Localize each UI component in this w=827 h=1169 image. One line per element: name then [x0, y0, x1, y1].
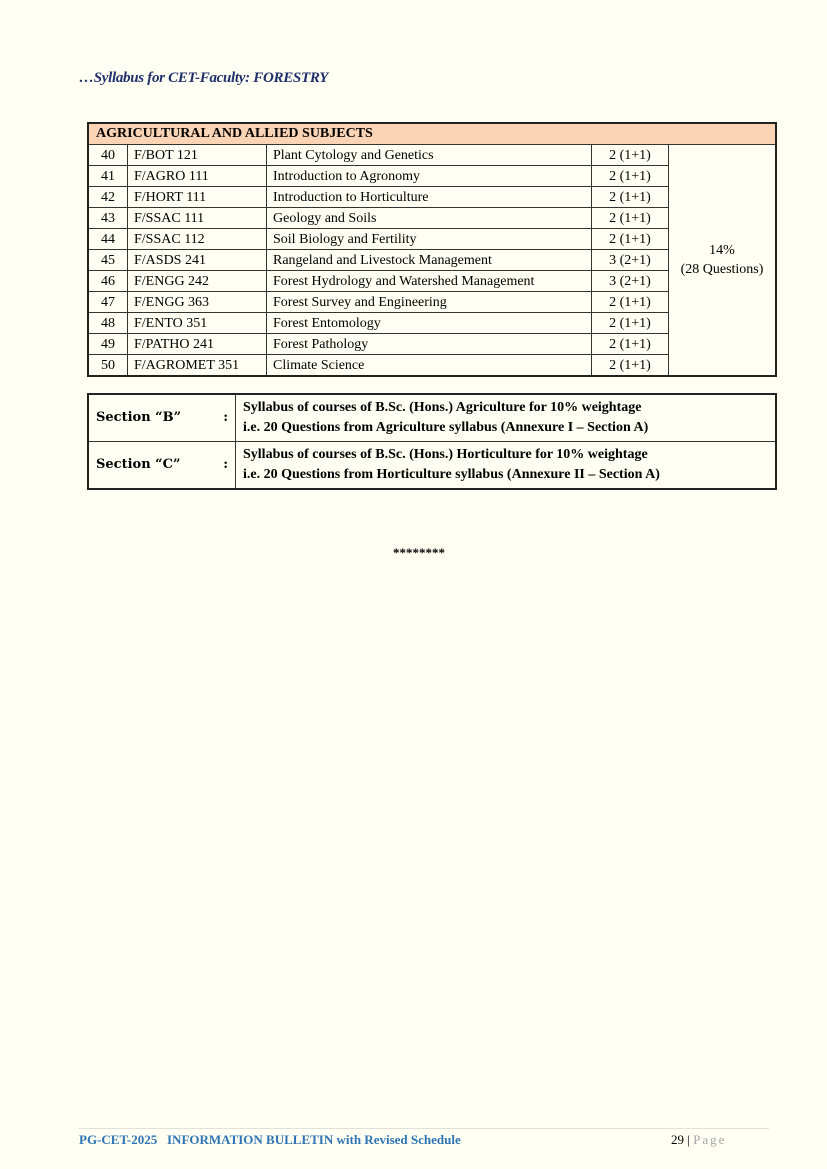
course-title: Forest Hydrology and Watershed Management	[267, 271, 592, 292]
row-no: 41	[88, 166, 128, 187]
table-row	[88, 145, 776, 166]
course-title: Plant Cytology and Genetics	[267, 145, 592, 166]
colon: :	[223, 410, 228, 425]
course-title: Introduction to Horticulture	[267, 187, 592, 208]
course-code: F/AGRO 111	[128, 166, 267, 187]
credits: 2 (1+1)	[592, 229, 669, 250]
section-name: Section “B”	[96, 410, 182, 425]
credits: 2 (1+1)	[592, 145, 669, 166]
course-code: F/ASDS 241	[128, 250, 267, 271]
course-code: F/AGROMET 351	[128, 355, 267, 377]
course-code: F/HORT 111	[128, 187, 267, 208]
section-desc	[236, 394, 777, 442]
question-count: (28 Questions)	[680, 262, 764, 277]
sections-table	[87, 393, 777, 490]
course-title: Introduction to Agronomy	[267, 166, 592, 187]
course-code: F/PATHO 241	[128, 334, 267, 355]
row-no: 48	[88, 313, 128, 334]
section-line1: Syllabus of courses of B.Sc. (Hons.) Agriculture for 10% weightage	[243, 400, 642, 415]
section-line1: Syllabus of courses of B.Sc. (Hons.) Horticulture for 10% weightage	[243, 447, 648, 462]
section-row	[88, 442, 776, 490]
course-code: F/SSAC 112	[128, 229, 267, 250]
row-no: 40	[88, 145, 128, 166]
weight-percent: 14%	[709, 243, 735, 258]
weightage	[669, 145, 777, 377]
course-title: Geology and Soils	[267, 208, 592, 229]
credits: 3 (2+1)	[592, 250, 669, 271]
row-no: 42	[88, 187, 128, 208]
course-title: Soil Biology and Fertility	[267, 229, 592, 250]
credits: 2 (1+1)	[592, 208, 669, 229]
row-no: 49	[88, 334, 128, 355]
end-marker: ********	[393, 545, 445, 560]
section-line2: i.e. 20 Questions from Horticulture syllabus (Annexure II – Section A)	[243, 467, 660, 482]
row-no: 44	[88, 229, 128, 250]
row-no: 50	[88, 355, 128, 377]
section-label	[88, 394, 236, 442]
section-desc	[236, 442, 777, 490]
course-code: F/BOT 121	[128, 145, 267, 166]
subjects-table	[87, 122, 777, 377]
page-num: 29	[671, 1132, 684, 1147]
credits: 3 (2+1)	[592, 271, 669, 292]
row-no: 45	[88, 250, 128, 271]
credits: 2 (1+1)	[592, 292, 669, 313]
section-line2: i.e. 20 Questions from Agriculture syllabus (Annexure I – Section A)	[243, 420, 649, 435]
footer-text: PG-CET-2025 INFORMATION BULLETIN with Revised Schedule	[79, 1132, 461, 1147]
course-title: Forest Pathology	[267, 334, 592, 355]
section-name: Section “C”	[96, 457, 181, 472]
credits: 2 (1+1)	[592, 355, 669, 377]
course-code: F/ENGG 242	[128, 271, 267, 292]
course-code: F/ENGG 363	[128, 292, 267, 313]
course-title: Forest Entomology	[267, 313, 592, 334]
row-no: 46	[88, 271, 128, 292]
row-no: 43	[88, 208, 128, 229]
row-no: 47	[88, 292, 128, 313]
course-code: F/SSAC 111	[128, 208, 267, 229]
section-label	[88, 442, 236, 490]
course-code: F/ENTO 351	[128, 313, 267, 334]
colon: :	[223, 457, 228, 472]
course-title: Climate Science	[267, 355, 592, 377]
page-word: Page	[693, 1132, 727, 1147]
page-sep: |	[684, 1132, 694, 1147]
footer-divider	[79, 1128, 769, 1129]
section-row	[88, 394, 776, 442]
course-title: Forest Survey and Engineering	[267, 292, 592, 313]
course-title: Rangeland and Livestock Management	[267, 250, 592, 271]
page-title: …Syllabus for CET-Faculty: FORESTRY	[79, 70, 329, 86]
credits: 2 (1+1)	[592, 187, 669, 208]
credits: 2 (1+1)	[592, 313, 669, 334]
page-number	[671, 1132, 726, 1148]
credits: 2 (1+1)	[592, 334, 669, 355]
credits: 2 (1+1)	[592, 166, 669, 187]
table-header: AGRICULTURAL AND ALLIED SUBJECTS	[88, 123, 776, 145]
